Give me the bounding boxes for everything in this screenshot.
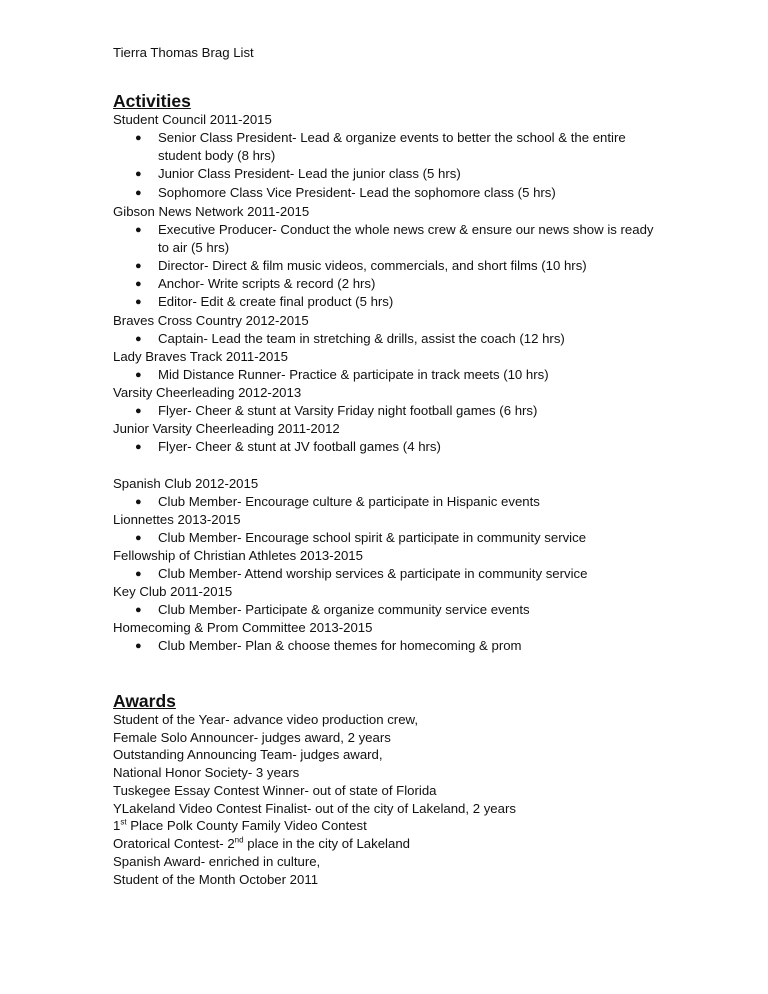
activity-item-text: Editor- Edit & create final product (5 hrs) [158,294,394,309]
award-polk-num: 1 [113,818,121,833]
activity-item-text: Captain- Lead the team in stretching & drills, assist the coach (12 hrs) [158,331,565,346]
award-item: National Honor Society- 3 years [113,765,300,780]
award-item-oratorical [113,835,410,853]
activity-item-text: Club Member- Participate & organize community service events [158,602,530,617]
activity-group-title: Gibson News Network 2011-2015 [113,204,310,219]
activity-group-title: Key Club 2011-2015 [113,584,233,599]
bullet-icon: ● [135,532,142,544]
award-item: Student of the Month October 2011 [113,872,319,887]
award-oratorical-pre: Oratorical Contest- 2 [113,836,235,851]
activity-group-title: Spanish Club 2012-2015 [113,476,259,491]
award-item: Tuskegee Essay Contest Winner- out of state of Florida [113,783,437,798]
activity-group-title: Homecoming & Prom Committee 2013-2015 [113,620,373,635]
activity-item-text: Director- Direct & film music videos, commercials, and short films (10 hrs) [158,258,587,273]
bullet-icon: ● [135,369,142,381]
award-item-polk [113,817,367,835]
bullet-icon: ● [135,640,142,652]
activities-heading: Activities [113,91,191,111]
activity-item-text: Club Member- Encourage school spirit & participate in community service [158,530,587,545]
award-item: Female Solo Announcer- judges award, 2 years [113,730,391,745]
activity-group-title: Varsity Cheerleading 2012-2013 [113,385,302,400]
bullet-icon: ● [135,260,142,272]
activity-item-text: Club Member- Plan & choose themes for homecoming & prom [158,638,522,653]
document-title: Tierra Thomas Brag List [113,45,254,60]
activity-item-text: Executive Producer- Conduct the whole news crew & ensure our news show is ready to air (5 hrs) [158,222,654,255]
activity-group-title: Junior Varsity Cheerleading 2011-2012 [113,421,340,436]
award-polk-rest: Place Polk County Family Video Contest [126,818,367,833]
activity-item-text: Flyer- Cheer & stunt at Varsity Friday night football games (6 hrs) [158,403,538,418]
bullet-icon: ● [135,296,142,308]
activity-group-title: Fellowship of Christian Athletes 2013-2015 [113,548,363,563]
activity-group-title: Lionnettes 2013-2015 [113,512,241,527]
activity-item-text: Anchor- Write scripts & record (2 hrs) [158,276,376,291]
bullet-icon: ● [135,278,142,290]
bullet-icon: ● [135,132,142,144]
award-oratorical-sup: nd [234,835,244,845]
award-item: Student of the Year- advance video production crew, [113,712,418,727]
awards-heading: Awards [113,691,176,711]
activity-item-text: Mid Distance Runner- Practice & participate in track meets (10 hrs) [158,367,549,382]
activity-item-text: Club Member- Attend worship services & participate in community service [158,566,588,581]
activity-group-title: Student Council 2011-2015 [113,112,272,127]
bullet-icon: ● [135,604,142,616]
award-item: YLakeland Video Contest Finalist- out of the city of Lakeland, 2 years [113,801,516,816]
activity-item-text: Sophomore Class Vice President- Lead the sophomore class (5 hrs) [158,185,556,200]
activity-group-title: Braves Cross Country 2012-2015 [113,313,309,328]
bullet-icon: ● [135,568,142,580]
bullet-icon: ● [135,441,142,453]
bullet-icon: ● [135,405,142,417]
activity-item-text: Club Member- Encourage culture & participate in Hispanic events [158,494,540,509]
activity-group-title: Lady Braves Track 2011-2015 [113,349,288,364]
activity-item-text: Junior Class President- Lead the junior class (5 hrs) [158,166,461,181]
award-item: Spanish Award- enriched in culture, [113,854,321,869]
bullet-icon: ● [135,333,142,345]
award-oratorical-rest: place in the city of Lakeland [243,836,410,851]
bullet-icon: ● [135,496,142,508]
bullet-icon: ● [135,168,142,180]
award-polk-sup: st [120,817,127,827]
award-item: Outstanding Announcing Team- judges award, [113,747,383,762]
bullet-icon: ● [135,224,142,236]
activity-item-text: Senior Class President- Lead & organize events to better the school & the entire student body (8 hrs) [158,130,626,163]
bullet-icon: ● [135,187,142,199]
activity-item-text: Flyer- Cheer & stunt at JV football games (4 hrs) [158,439,441,454]
